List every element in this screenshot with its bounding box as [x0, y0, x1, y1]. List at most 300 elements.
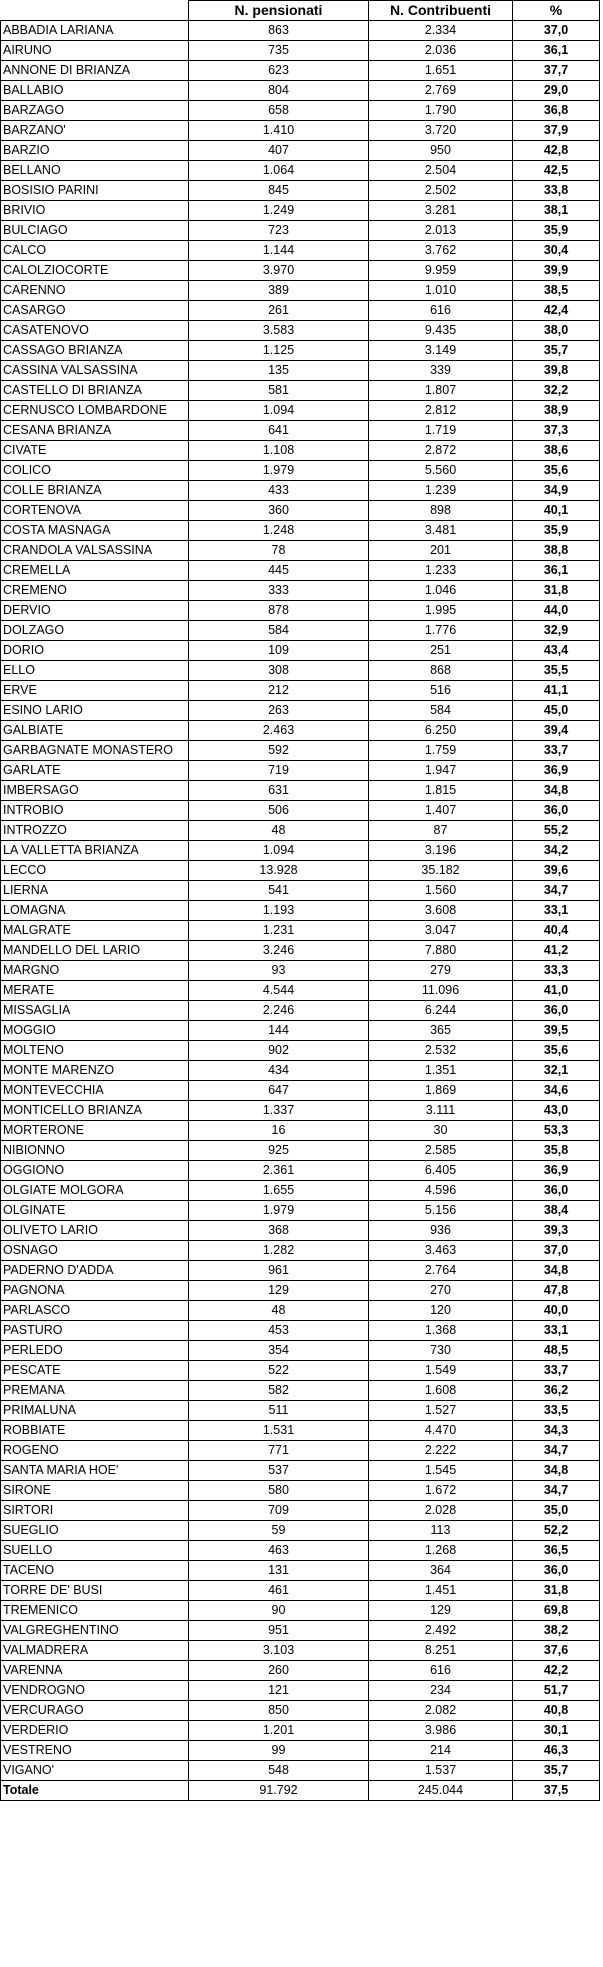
pct-cell: 43,0 — [513, 1101, 600, 1121]
table-body — [1, 21, 600, 1801]
pct-cell: 38,6 — [513, 441, 600, 461]
table-row — [1, 281, 600, 301]
contribuenti-cell: 9.959 — [369, 261, 513, 281]
table-row — [1, 1621, 600, 1641]
pct-cell: 33,1 — [513, 1321, 600, 1341]
contribuenti-cell: 1.268 — [369, 1541, 513, 1561]
comune-cell: OSNAGO — [1, 1241, 189, 1261]
table-row — [1, 441, 600, 461]
pensionati-cell: 445 — [189, 561, 369, 581]
table-row — [1, 961, 600, 981]
comune-cell: INTROBIO — [1, 801, 189, 821]
pensionati-cell: 260 — [189, 1661, 369, 1681]
pensionati-cell: 135 — [189, 361, 369, 381]
pensionati-cell: 1.094 — [189, 841, 369, 861]
header-pct: % — [513, 1, 600, 21]
contribuenti-cell: 2.532 — [369, 1041, 513, 1061]
contribuenti-cell: 2.504 — [369, 161, 513, 181]
comune-cell: LIERNA — [1, 881, 189, 901]
pensionati-cell: 541 — [189, 881, 369, 901]
pct-cell: 36,0 — [513, 801, 600, 821]
pct-cell: 34,6 — [513, 1081, 600, 1101]
table-row — [1, 321, 600, 341]
comune-cell: TREMENICO — [1, 1601, 189, 1621]
contribuenti-cell: 364 — [369, 1561, 513, 1581]
pct-cell: 37,3 — [513, 421, 600, 441]
comune-cell: VIGANO' — [1, 1761, 189, 1781]
table-row — [1, 801, 600, 821]
table-row — [1, 1301, 600, 1321]
pensionati-cell: 719 — [189, 761, 369, 781]
pct-cell: 32,9 — [513, 621, 600, 641]
pensionati-cell: 878 — [189, 601, 369, 621]
table-row — [1, 61, 600, 81]
pct-cell: 46,3 — [513, 1741, 600, 1761]
pct-cell: 35,0 — [513, 1501, 600, 1521]
contribuenti-cell: 1.527 — [369, 1401, 513, 1421]
pensionati-cell: 453 — [189, 1321, 369, 1341]
comune-cell: COLLE BRIANZA — [1, 481, 189, 501]
comune-cell: SUELLO — [1, 1541, 189, 1561]
contribuenti-cell: 1.995 — [369, 601, 513, 621]
comune-cell: CESANA BRIANZA — [1, 421, 189, 441]
table-row — [1, 1181, 600, 1201]
contribuenti-cell: 339 — [369, 361, 513, 381]
table-row — [1, 821, 600, 841]
contribuenti-cell: 1.368 — [369, 1321, 513, 1341]
pensionati-cell: 93 — [189, 961, 369, 981]
table-row — [1, 1381, 600, 1401]
table-row — [1, 1261, 600, 1281]
pensionati-cell: 1.337 — [189, 1101, 369, 1121]
pensionati-cell: 91.792 — [189, 1781, 369, 1801]
contribuenti-cell: 8.251 — [369, 1641, 513, 1661]
pct-cell: 33,7 — [513, 741, 600, 761]
header-comune — [1, 1, 189, 21]
contribuenti-cell: 3.281 — [369, 201, 513, 221]
table-row — [1, 1581, 600, 1601]
total-row — [1, 1781, 600, 1801]
contribuenti-cell: 2.492 — [369, 1621, 513, 1641]
header-contribuenti: N. Contribuenti — [369, 1, 513, 21]
comune-cell: CIVATE — [1, 441, 189, 461]
comune-cell: PAGNONA — [1, 1281, 189, 1301]
pct-cell: 36,1 — [513, 561, 600, 581]
contribuenti-cell: 35.182 — [369, 861, 513, 881]
pensionati-cell: 1.125 — [189, 341, 369, 361]
contribuenti-cell: 2.502 — [369, 181, 513, 201]
comune-cell: GARLATE — [1, 761, 189, 781]
pct-cell: 39,9 — [513, 261, 600, 281]
comune-cell: OLGIATE MOLGORA — [1, 1181, 189, 1201]
table-row — [1, 541, 600, 561]
pct-cell: 38,2 — [513, 1621, 600, 1641]
table-row — [1, 241, 600, 261]
comune-cell: MONTICELLO BRIANZA — [1, 1101, 189, 1121]
pensionati-cell: 333 — [189, 581, 369, 601]
pct-cell: 32,2 — [513, 381, 600, 401]
pct-cell: 36,2 — [513, 1381, 600, 1401]
pensionati-cell: 580 — [189, 1481, 369, 1501]
comune-cell: ABBADIA LARIANA — [1, 21, 189, 41]
table-row — [1, 561, 600, 581]
contribuenti-cell: 6.250 — [369, 721, 513, 741]
contribuenti-cell: 87 — [369, 821, 513, 841]
pct-cell: 37,0 — [513, 21, 600, 41]
pensionati-cell: 735 — [189, 41, 369, 61]
comune-cell: BELLANO — [1, 161, 189, 181]
comune-cell: COLICO — [1, 461, 189, 481]
contribuenti-cell: 3.481 — [369, 521, 513, 541]
contribuenti-cell: 1.759 — [369, 741, 513, 761]
contribuenti-cell: 251 — [369, 641, 513, 661]
comune-cell: MARGNO — [1, 961, 189, 981]
contribuenti-cell: 3.463 — [369, 1241, 513, 1261]
pct-cell: 36,9 — [513, 1161, 600, 1181]
pensionati-cell: 434 — [189, 1061, 369, 1081]
comune-cell: PADERNO D'ADDA — [1, 1261, 189, 1281]
pensionati-cell: 1.979 — [189, 461, 369, 481]
table-row — [1, 201, 600, 221]
pct-cell: 29,0 — [513, 81, 600, 101]
table-row — [1, 1421, 600, 1441]
contribuenti-cell: 365 — [369, 1021, 513, 1041]
pensionati-cell: 48 — [189, 1301, 369, 1321]
contribuenti-cell: 1.719 — [369, 421, 513, 441]
pensionati-cell: 709 — [189, 1501, 369, 1521]
pct-cell: 30,4 — [513, 241, 600, 261]
pensionati-cell: 1.282 — [189, 1241, 369, 1261]
pct-cell: 34,9 — [513, 481, 600, 501]
pct-cell: 35,7 — [513, 1761, 600, 1781]
contribuenti-cell: 3.986 — [369, 1721, 513, 1741]
table-row — [1, 421, 600, 441]
contribuenti-cell: 1.010 — [369, 281, 513, 301]
comune-cell: ANNONE DI BRIANZA — [1, 61, 189, 81]
contribuenti-cell: 6.405 — [369, 1161, 513, 1181]
comune-cell: PREMANA — [1, 1381, 189, 1401]
pct-cell: 52,2 — [513, 1521, 600, 1541]
comune-cell: ELLO — [1, 661, 189, 681]
comune-cell: CARENNO — [1, 281, 189, 301]
pensionati-cell: 59 — [189, 1521, 369, 1541]
contribuenti-cell: 3.196 — [369, 841, 513, 861]
pensionati-cell: 3.103 — [189, 1641, 369, 1661]
comune-cell: CREMENO — [1, 581, 189, 601]
table-row — [1, 41, 600, 61]
header-pensionati: N. pensionati — [189, 1, 369, 21]
table-row — [1, 841, 600, 861]
pensionati-cell: 4.544 — [189, 981, 369, 1001]
comune-cell: SUEGLIO — [1, 1521, 189, 1541]
contribuenti-cell: 616 — [369, 301, 513, 321]
pensionati-cell: 1.193 — [189, 901, 369, 921]
pct-cell: 45,0 — [513, 701, 600, 721]
table-row — [1, 1541, 600, 1561]
table-row — [1, 221, 600, 241]
comune-cell: PASTURO — [1, 1321, 189, 1341]
comune-cell: BARZIO — [1, 141, 189, 161]
pct-cell: 34,7 — [513, 1441, 600, 1461]
comune-cell: SIRTORI — [1, 1501, 189, 1521]
pensionati-cell: 592 — [189, 741, 369, 761]
pensionati-cell: 902 — [189, 1041, 369, 1061]
pct-cell: 39,4 — [513, 721, 600, 741]
contribuenti-cell: 1.947 — [369, 761, 513, 781]
pct-cell: 40,8 — [513, 1701, 600, 1721]
table-row — [1, 1401, 600, 1421]
pensionati-cell: 212 — [189, 681, 369, 701]
table-row — [1, 741, 600, 761]
pensionati-cell: 804 — [189, 81, 369, 101]
comune-cell: CREMELLA — [1, 561, 189, 581]
table-row — [1, 1441, 600, 1461]
comune-cell: MORTERONE — [1, 1121, 189, 1141]
pensionati-cell: 99 — [189, 1741, 369, 1761]
pct-cell: 35,6 — [513, 461, 600, 481]
contribuenti-cell: 1.451 — [369, 1581, 513, 1601]
contribuenti-cell: 245.044 — [369, 1781, 513, 1801]
contribuenti-cell: 2.334 — [369, 21, 513, 41]
table-row — [1, 1001, 600, 1021]
pensionati-cell: 506 — [189, 801, 369, 821]
table-row — [1, 161, 600, 181]
pct-cell: 35,6 — [513, 1041, 600, 1061]
comune-cell: MONTEVECCHIA — [1, 1081, 189, 1101]
contribuenti-cell: 2.769 — [369, 81, 513, 101]
table-row — [1, 1761, 600, 1781]
contribuenti-cell: 214 — [369, 1741, 513, 1761]
table-row — [1, 781, 600, 801]
pct-cell: 36,0 — [513, 1001, 600, 1021]
contribuenti-cell: 270 — [369, 1281, 513, 1301]
contribuenti-cell: 279 — [369, 961, 513, 981]
comune-cell: PRIMALUNA — [1, 1401, 189, 1421]
pct-cell: 42,4 — [513, 301, 600, 321]
pensionati-cell: 1.144 — [189, 241, 369, 261]
pct-cell: 35,5 — [513, 661, 600, 681]
pct-cell: 37,5 — [513, 1781, 600, 1801]
table-row — [1, 381, 600, 401]
contribuenti-cell: 2.222 — [369, 1441, 513, 1461]
pct-cell: 38,1 — [513, 201, 600, 221]
pct-cell: 34,7 — [513, 881, 600, 901]
pensionati-cell: 16 — [189, 1121, 369, 1141]
pensionati-cell: 584 — [189, 621, 369, 641]
table-row — [1, 401, 600, 421]
pct-cell: 33,5 — [513, 1401, 600, 1421]
table-row — [1, 1321, 600, 1341]
table-row — [1, 1041, 600, 1061]
table-row — [1, 1661, 600, 1681]
table-row — [1, 501, 600, 521]
comune-cell: VARENNA — [1, 1661, 189, 1681]
comune-cell: VENDROGNO — [1, 1681, 189, 1701]
pct-cell: 34,8 — [513, 781, 600, 801]
pensionati-cell: 144 — [189, 1021, 369, 1041]
pensionati-cell: 1.248 — [189, 521, 369, 541]
pct-cell: 69,8 — [513, 1601, 600, 1621]
pensionati-cell: 3.583 — [189, 321, 369, 341]
contribuenti-cell: 5.560 — [369, 461, 513, 481]
comune-cell: BARZANO' — [1, 121, 189, 141]
comune-cell: ROGENO — [1, 1441, 189, 1461]
contribuenti-cell: 2.585 — [369, 1141, 513, 1161]
pct-cell: 36,1 — [513, 41, 600, 61]
pensionati-cell: 433 — [189, 481, 369, 501]
pct-cell: 37,9 — [513, 121, 600, 141]
contribuenti-cell: 6.244 — [369, 1001, 513, 1021]
pensionati-cell: 581 — [189, 381, 369, 401]
comune-cell: PESCATE — [1, 1361, 189, 1381]
contribuenti-cell: 3.047 — [369, 921, 513, 941]
comune-cell: VERCURAGO — [1, 1701, 189, 1721]
comune-cell: CRANDOLA VALSASSINA — [1, 541, 189, 561]
table-row — [1, 621, 600, 641]
comune-cell: BARZAGO — [1, 101, 189, 121]
table-row — [1, 601, 600, 621]
comune-cell: CASARGO — [1, 301, 189, 321]
table-row — [1, 81, 600, 101]
comune-cell: BALLABIO — [1, 81, 189, 101]
contribuenti-cell: 950 — [369, 141, 513, 161]
pensionati-cell: 360 — [189, 501, 369, 521]
contribuenti-cell: 616 — [369, 1661, 513, 1681]
comune-cell: BRIVIO — [1, 201, 189, 221]
comune-cell: DORIO — [1, 641, 189, 661]
pensionati-cell: 647 — [189, 1081, 369, 1101]
comune-cell: MALGRATE — [1, 921, 189, 941]
table-row — [1, 1601, 600, 1621]
table-row — [1, 1061, 600, 1081]
contribuenti-cell: 1.239 — [369, 481, 513, 501]
pct-cell: 34,2 — [513, 841, 600, 861]
contribuenti-cell: 1.790 — [369, 101, 513, 121]
pct-cell: 36,5 — [513, 1541, 600, 1561]
contribuenti-cell: 2.028 — [369, 1501, 513, 1521]
table-row — [1, 1501, 600, 1521]
pct-cell: 42,5 — [513, 161, 600, 181]
contribuenti-cell: 1.545 — [369, 1461, 513, 1481]
comune-cell: SANTA MARIA HOE' — [1, 1461, 189, 1481]
pct-cell: 51,7 — [513, 1681, 600, 1701]
comune-cell: MOLTENO — [1, 1041, 189, 1061]
pensionati-cell: 263 — [189, 701, 369, 721]
contribuenti-cell: 1.815 — [369, 781, 513, 801]
contribuenti-cell: 1.046 — [369, 581, 513, 601]
table-row — [1, 901, 600, 921]
table-row — [1, 1081, 600, 1101]
pensionati-cell: 522 — [189, 1361, 369, 1381]
comune-cell: CALCO — [1, 241, 189, 261]
contribuenti-cell: 936 — [369, 1221, 513, 1241]
pct-cell: 35,7 — [513, 341, 600, 361]
pensionati-cell: 863 — [189, 21, 369, 41]
table-row — [1, 121, 600, 141]
comune-cell: ROBBIATE — [1, 1421, 189, 1441]
pensionati-cell: 511 — [189, 1401, 369, 1421]
table-row — [1, 1161, 600, 1181]
pensionati-cell: 109 — [189, 641, 369, 661]
contribuenti-cell: 1.651 — [369, 61, 513, 81]
comune-cell: SIRONE — [1, 1481, 189, 1501]
comune-cell: MONTE MARENZO — [1, 1061, 189, 1081]
table-row — [1, 1141, 600, 1161]
pensionati-cell: 631 — [189, 781, 369, 801]
contribuenti-cell: 2.013 — [369, 221, 513, 241]
pensionati-cell: 1.531 — [189, 1421, 369, 1441]
pensionati-cell: 1.064 — [189, 161, 369, 181]
table-row — [1, 581, 600, 601]
table-row — [1, 1641, 600, 1661]
pct-cell: 38,0 — [513, 321, 600, 341]
comune-cell: CASSAGO BRIANZA — [1, 341, 189, 361]
contribuenti-cell: 30 — [369, 1121, 513, 1141]
comune-cell: GALBIATE — [1, 721, 189, 741]
pensionati-cell: 78 — [189, 541, 369, 561]
pensionati-cell: 3.970 — [189, 261, 369, 281]
pensionati-cell: 1.410 — [189, 121, 369, 141]
pct-cell: 42,2 — [513, 1661, 600, 1681]
pensionati-cell: 368 — [189, 1221, 369, 1241]
pct-cell: 39,3 — [513, 1221, 600, 1241]
contribuenti-cell: 2.812 — [369, 401, 513, 421]
header-row — [1, 1, 600, 21]
pct-cell: 33,7 — [513, 1361, 600, 1381]
pct-cell: 33,8 — [513, 181, 600, 201]
contribuenti-cell: 4.470 — [369, 1421, 513, 1441]
table-row — [1, 1021, 600, 1041]
pensionati-cell: 961 — [189, 1261, 369, 1281]
table-row — [1, 1741, 600, 1761]
contribuenti-cell: 3.608 — [369, 901, 513, 921]
contribuenti-cell: 120 — [369, 1301, 513, 1321]
contribuenti-cell: 1.608 — [369, 1381, 513, 1401]
pct-cell: 41,0 — [513, 981, 600, 1001]
table-row — [1, 481, 600, 501]
contribuenti-cell: 2.036 — [369, 41, 513, 61]
pensionati-cell: 723 — [189, 221, 369, 241]
table-row — [1, 921, 600, 941]
table-row — [1, 1221, 600, 1241]
pct-cell: 48,5 — [513, 1341, 600, 1361]
pensionati-cell: 461 — [189, 1581, 369, 1601]
comune-cell: CORTENOVA — [1, 501, 189, 521]
pensionati-cell: 845 — [189, 181, 369, 201]
pct-cell: 38,4 — [513, 1201, 600, 1221]
contribuenti-cell: 1.869 — [369, 1081, 513, 1101]
comune-cell: NIBIONNO — [1, 1141, 189, 1161]
comune-cell: VESTRENO — [1, 1741, 189, 1761]
table-row — [1, 181, 600, 201]
pensionati-cell: 308 — [189, 661, 369, 681]
table-row — [1, 761, 600, 781]
pct-cell: 42,8 — [513, 141, 600, 161]
contribuenti-cell: 730 — [369, 1341, 513, 1361]
comune-cell: PARLASCO — [1, 1301, 189, 1321]
comune-cell: INTROZZO — [1, 821, 189, 841]
contribuenti-cell: 516 — [369, 681, 513, 701]
pct-cell: 37,0 — [513, 1241, 600, 1261]
comune-cell: LOMAGNA — [1, 901, 189, 921]
comune-cell: OLIVETO LARIO — [1, 1221, 189, 1241]
comune-cell: CERNUSCO LOMBARDONE — [1, 401, 189, 421]
comune-cell: VALGREGHENTINO — [1, 1621, 189, 1641]
pensionati-cell: 131 — [189, 1561, 369, 1581]
pensionati-cell: 623 — [189, 61, 369, 81]
pensionati-cell: 1.249 — [189, 201, 369, 221]
pensionati-cell: 2.246 — [189, 1001, 369, 1021]
